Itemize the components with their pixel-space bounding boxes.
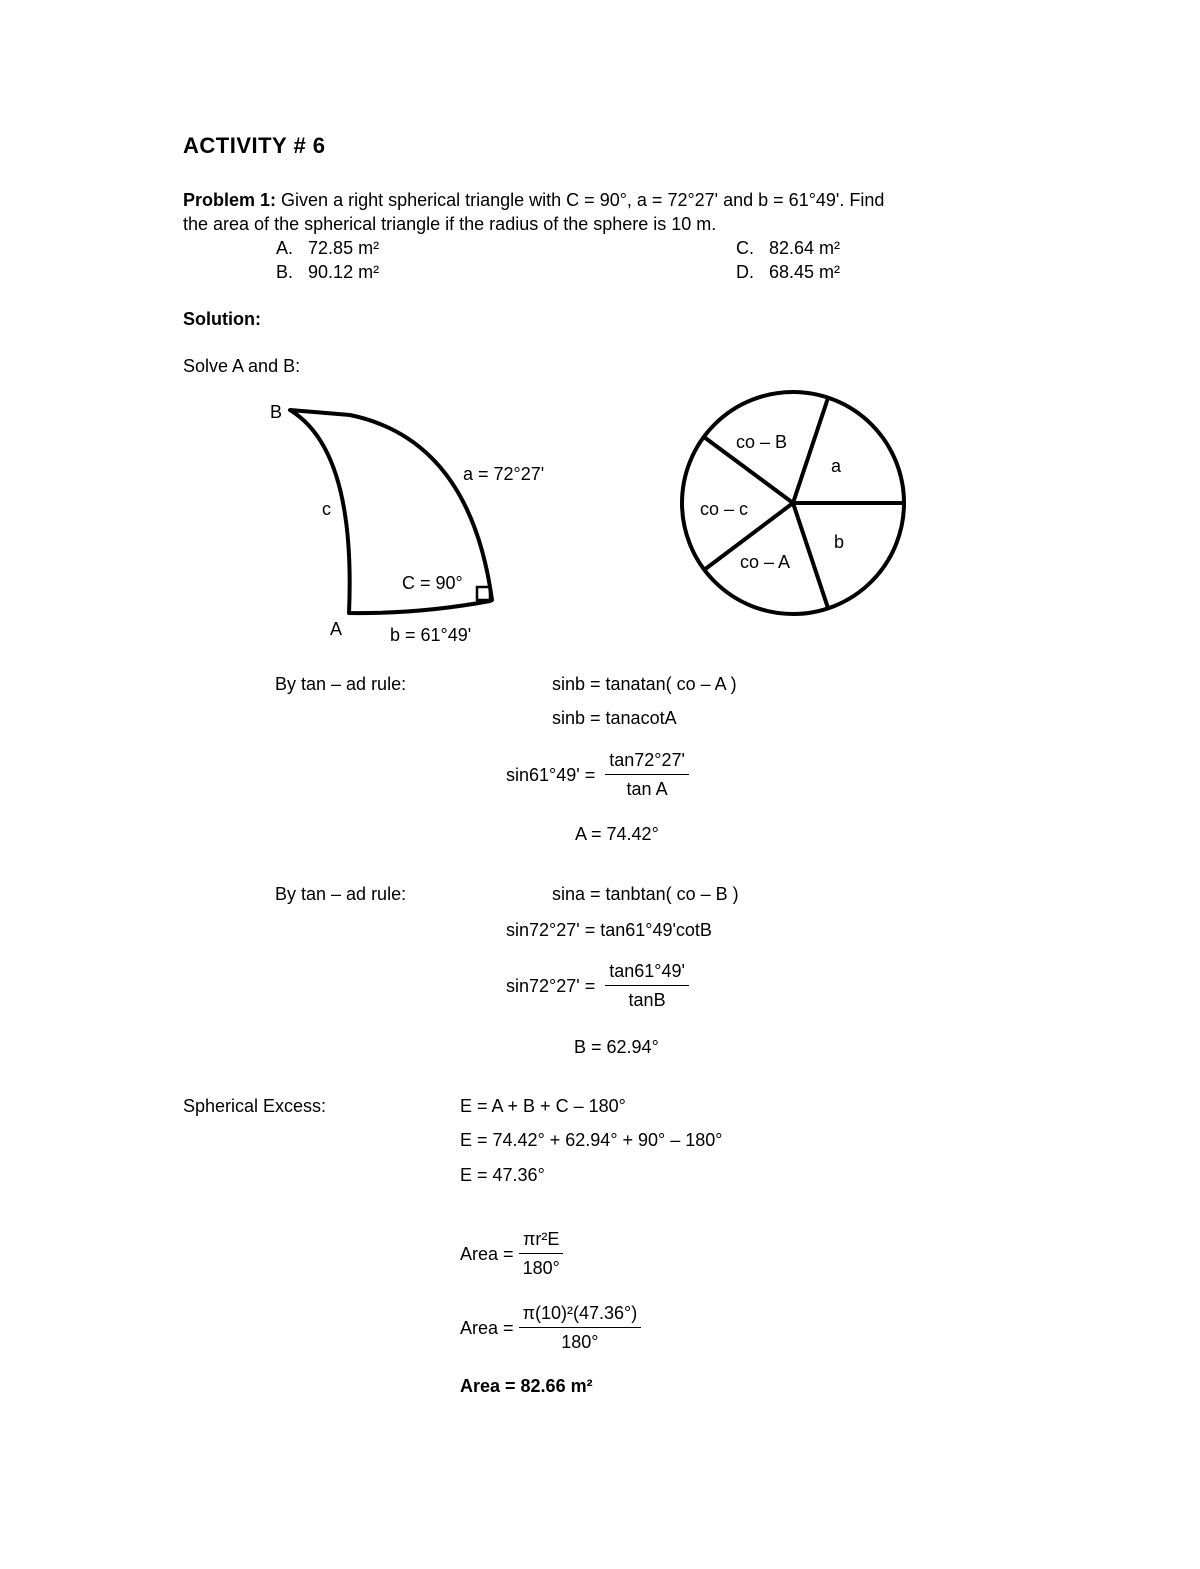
napier-co-a: co – A — [740, 552, 791, 572]
step1-eq2: sinb = tanacotA — [552, 708, 677, 728]
vertex-a-label: A — [330, 619, 343, 639]
solve-label: Solve A and B: — [183, 356, 301, 376]
napier-co-c: co – c — [700, 499, 749, 519]
side-b-label: b = 61°49' — [390, 625, 472, 645]
choice-a-value: 72.85 m² — [308, 238, 380, 258]
napier-co-b: co – B — [736, 432, 788, 452]
choice-c-letter: C. — [736, 238, 754, 258]
step1-eq1: sinb = tanatan( co – A ) — [552, 674, 737, 694]
problem-text-1: Given a right spherical triangle with C = 90°, a = 72°27' and b = 61°49'. Find — [281, 190, 885, 210]
area-numerator-1: πr²E — [519, 1228, 563, 1254]
step2-rule: By tan – ad rule: — [275, 884, 407, 904]
area-denominator-1: 180° — [522, 1258, 560, 1278]
side-c-label: c — [322, 499, 331, 519]
napier-a: a — [831, 456, 842, 476]
step2-eq1: sina = tanbtan( co – B ) — [552, 884, 739, 904]
choice-a-letter: A. — [276, 238, 294, 258]
step2-result: B = 62.94° — [574, 1037, 659, 1057]
napier-divider-1 — [793, 398, 828, 503]
step2-denominator: tanB — [628, 990, 666, 1010]
choice-b-value: 90.12 m² — [308, 262, 380, 282]
step2-lhs: sin72°27' = — [506, 975, 596, 996]
step2-eq2: sin72°27' = tan61°49'cotB — [506, 920, 712, 940]
choice-c-value: 82.64 m² — [769, 238, 841, 258]
area-final-answer: Area = 82.66 m² — [460, 1376, 593, 1396]
area-substitution — [460, 1302, 641, 1353]
excess-eq1: E = A + B + C – 180° — [460, 1096, 626, 1116]
step1-fraction — [605, 749, 689, 800]
step1-denominator: tan A — [626, 779, 668, 799]
angle-c-label: C = 90° — [402, 573, 463, 593]
step1-rule: By tan – ad rule: — [275, 674, 407, 694]
solution-label: Solution: — [183, 309, 261, 329]
vertex-b-label: B — [270, 402, 283, 422]
choice-d-letter: D. — [736, 262, 754, 282]
area-lhs-1: Area = — [460, 1243, 514, 1264]
step1-fraction-eq — [506, 749, 689, 800]
step2-numerator: tan61°49' — [605, 960, 689, 986]
problem-line-2: the area of the spherical triangle if the radius of the sphere is 10 m. — [183, 214, 717, 234]
side-a-label: a = 72°27' — [463, 464, 545, 484]
area-numerator-2: π(10)²(47.36°) — [519, 1302, 642, 1328]
choice-b-letter: B. — [276, 262, 294, 282]
napier-divider-3 — [793, 503, 828, 608]
napier-circle-diagram — [0, 0, 1200, 660]
choice-d-value: 68.45 m² — [769, 262, 841, 282]
area-denominator-2: 180° — [561, 1332, 599, 1352]
step2-fraction-eq — [506, 960, 689, 1011]
step1-lhs: sin61°49' = — [506, 764, 596, 785]
napier-b: b — [834, 532, 845, 552]
area-fraction-2 — [519, 1302, 642, 1353]
excess-label: Spherical Excess: — [183, 1096, 327, 1116]
excess-eq3: E = 47.36° — [460, 1165, 545, 1185]
area-lhs-2: Area = — [460, 1317, 514, 1338]
excess-eq2: E = 74.42° + 62.94° + 90° – 180° — [460, 1130, 723, 1150]
step1-result: A = 74.42° — [575, 824, 659, 844]
step1-numerator: tan72°27' — [605, 749, 689, 775]
page-title: ACTIVITY # 6 — [183, 133, 326, 158]
area-formula — [460, 1228, 564, 1279]
step2-fraction — [605, 960, 689, 1011]
area-fraction-1 — [519, 1228, 564, 1279]
problem-label: Problem 1: — [183, 190, 277, 210]
